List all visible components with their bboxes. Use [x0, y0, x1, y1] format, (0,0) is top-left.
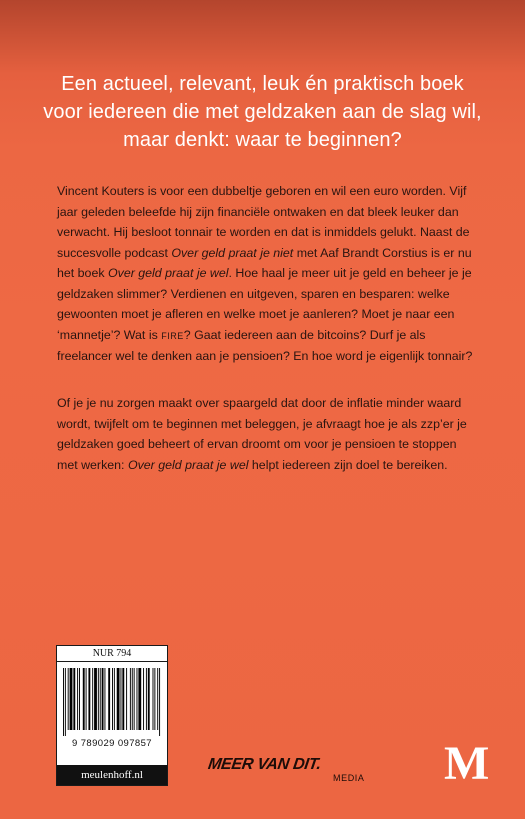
barcode-bar — [120, 668, 121, 730]
nur-label: NUR 794 — [57, 646, 167, 662]
barcode-bar — [137, 668, 138, 730]
barcode-bar — [143, 668, 144, 730]
barcode-bar — [86, 668, 87, 730]
headline — [30, 70, 495, 154]
headline-line-1: Een actueel, relevant, leuk én praktisch boek — [61, 73, 464, 95]
barcode-bar — [79, 668, 80, 730]
blurb-text: ? Gaat iedereen aan de bitcoins? Durf je als freelancer wel te denken aan je pensioen? En hoe word je eigenlijk tonnair? — [57, 327, 473, 363]
fire-acronym: FIRE — [161, 330, 184, 341]
meulenhoff-m-logo: M — [444, 737, 490, 790]
barcode-bar — [88, 668, 90, 730]
barcode-bar — [117, 668, 120, 730]
barcode-bar — [68, 668, 69, 730]
podcast-title: Over geld praat je niet — [171, 245, 294, 260]
meer-van-dit-logo: MEER VAN DIT. — [206, 756, 323, 773]
blurb-text: Of je je nu zorgen maakt over spaargeld dat door de inflatie minder waard wordt, twijfelt om te beginnen met beleggen, je afvraagt hoe je als zzp’er je geldzaken goed beheert of ervan droomt om voor je pensioen te stoppen met werken: — [57, 396, 467, 472]
barcode-bar — [112, 668, 113, 730]
blurb-paragraph-2 — [57, 393, 477, 475]
barcode-bar — [146, 668, 147, 730]
blurb-text: Vincent Kouters is voor een dubbeltje geboren en wil een euro worden. Vijf jaar geleden beleefde hij zijn financiële ontwaken en dat bleek leuker dan verwacht. Hij besloot tonnair te worden en dat is inmiddels gelukt. Naast de succesvolle podcast — [57, 184, 470, 260]
blurb-text: helpt iedereen zijn doel te bereiken. — [248, 457, 448, 472]
book-title: Over geld praat je wel — [107, 266, 229, 280]
barcode-bar — [159, 668, 160, 736]
barcode-bar — [100, 668, 101, 730]
barcode-bar — [148, 668, 150, 730]
isbn-digits: 9 789029 097857 — [72, 738, 152, 749]
barcode-bar — [102, 668, 104, 730]
publisher-website: meulenhoff.nl — [57, 765, 167, 785]
barcode-bar — [130, 668, 131, 730]
barcode-bar — [138, 668, 141, 730]
blurb-paragraph-1 — [57, 181, 477, 367]
headline-line-2: voor iedereen die met geldzaken aan de slag wil, — [43, 101, 482, 123]
barcode-block — [56, 645, 168, 786]
barcode-bar — [157, 668, 158, 730]
barcode-bar — [73, 668, 75, 730]
barcode-bar — [126, 668, 127, 730]
barcode-bar — [153, 668, 154, 730]
barcode-bar — [104, 668, 105, 730]
barcode-bar — [134, 668, 135, 730]
book-title: Over geld praat je wel — [127, 457, 249, 472]
isbn-barcode — [63, 668, 161, 736]
barcode-bar — [108, 668, 110, 730]
barcode-bar — [77, 668, 78, 730]
barcode-bar — [122, 668, 124, 730]
barcode-bar — [98, 668, 99, 730]
barcode-bar — [154, 668, 155, 730]
barcode-bar — [65, 668, 66, 736]
barcode-bar — [132, 668, 133, 730]
barcode-bar — [83, 668, 85, 730]
blurb-text: met Aaf Brandt Corstius is er nu het boek — [57, 245, 472, 280]
headline-line-3: maar denkt: waar te beginnen? — [123, 129, 402, 151]
barcode-bar — [94, 668, 97, 730]
media-logo-text: MEDIA — [333, 773, 365, 783]
barcode-bar — [70, 668, 73, 730]
blurb-text: . Hoe haal je meer uit je geld en beheer je je geldzaken slimmer? Verdienen en uitgeven, sparen en besparen: welke gewoonten moet je afleren en welke moet je aanleren? Moet je naar een ‘mannetje’? Wat is — [57, 266, 472, 342]
barcode-bar — [114, 668, 115, 730]
barcode-bar — [92, 668, 93, 730]
barcode-bar — [63, 668, 64, 736]
